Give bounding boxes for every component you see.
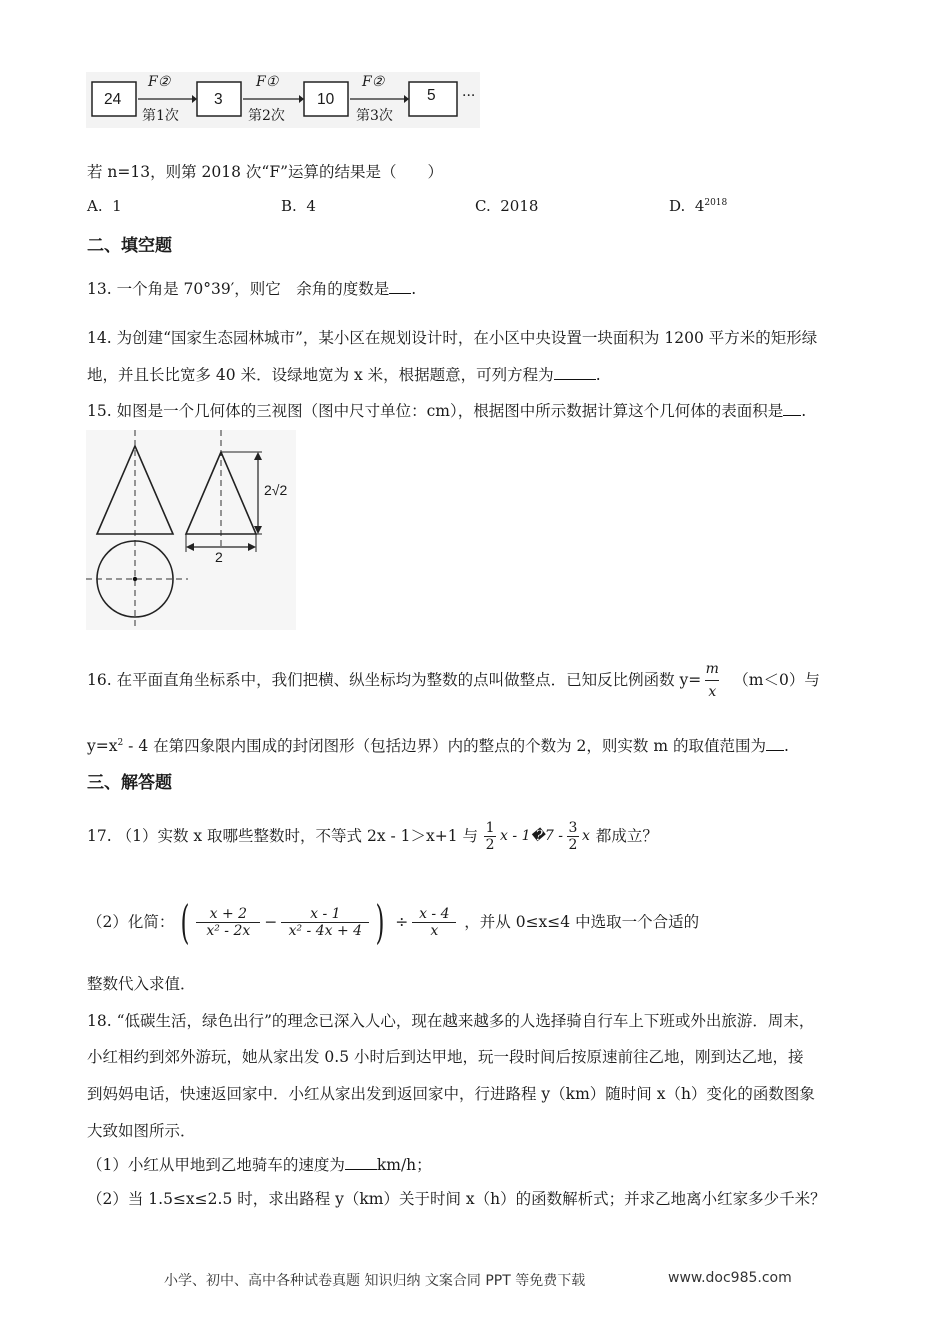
- three-view-svg: [86, 430, 296, 630]
- divide-sign: ÷: [395, 913, 409, 931]
- q13-text: 13. 一个角是 70°39′，则它 余角的度数是: [87, 280, 390, 298]
- flow-box-1-value: 24: [104, 91, 122, 108]
- q16-line1: [87, 650, 820, 710]
- q13: [87, 278, 416, 300]
- q18-sub1-a: （1）小红从甲地到乙地骑车的速度为: [87, 1156, 345, 1174]
- q12-option-c: [475, 197, 538, 215]
- fraction-numerator: m: [705, 660, 719, 677]
- fraction-numerator: 3: [568, 819, 578, 836]
- q12-stem: 若 n=13，则第 2018 次“F”运算的结果是（ ）: [87, 163, 444, 181]
- q18-line2: 小红相约到郊外游玩，她从家出发 0.5 小时后到达甲地，玩一段时间后按原速前往乙地，刚到达乙地，接: [87, 1048, 804, 1066]
- option-label: A.: [87, 197, 103, 215]
- three-view-figure: [86, 430, 296, 630]
- flow-op-1: F②: [148, 74, 171, 90]
- flow-box-3-value: 10: [317, 91, 335, 108]
- q17-fraction-2: [567, 820, 579, 853]
- flow-op-2: F①: [256, 74, 279, 90]
- flow-step-2: 第2次: [248, 108, 285, 124]
- q17-expr-mid: x - 1�7 -: [500, 828, 563, 844]
- q17-expr-fraction-3: [412, 906, 456, 939]
- q18-sub1: [87, 1154, 432, 1176]
- flow-diagram: [86, 72, 480, 128]
- paren-open: (: [180, 895, 190, 949]
- footer-link[interactable]: www.doc985.com: [668, 1270, 792, 1286]
- paren-close: ): [375, 895, 385, 949]
- answer-blank: [766, 736, 784, 751]
- minus-sign: −: [264, 913, 278, 931]
- q16-fraction: [705, 658, 719, 703]
- answer-blank: [554, 365, 596, 380]
- q16-line1-a: 16. 在平面直角坐标系中，我们把横、纵坐标均为整数的点叫做整点．已知反比例函数 y=: [87, 671, 702, 689]
- q14-line2: [87, 364, 601, 386]
- option-label: D.: [669, 197, 686, 215]
- q14-end: .: [595, 366, 601, 384]
- footer-left: 小学、初中、高中各种试卷真题 知识归纳 文案合同 PPT 等免费下载: [164, 1273, 586, 1289]
- fraction-denominator: x: [430, 922, 439, 939]
- q17-part1-b: 都成立？: [595, 827, 658, 845]
- q16-line1-b: （m＜0）与: [733, 671, 820, 689]
- q17-part2-a: （2）化简：: [87, 913, 175, 931]
- flow-box-2-value: 3: [214, 91, 223, 108]
- q17-part1: [87, 806, 658, 866]
- width-label: 2: [215, 549, 223, 565]
- q12-option-b: [281, 197, 316, 215]
- q15: [87, 400, 806, 422]
- height-label: 2√2: [264, 482, 288, 498]
- q17-part3: 整数代入求值．: [87, 975, 196, 993]
- flow-step-3: 第3次: [356, 108, 393, 124]
- q14-line1: 14. 为创建“国家生态园林城市”，某小区在规划设计时，在小区中央设置一块面积为 1200 平方米的矩形绿: [87, 329, 818, 347]
- answer-blank: [783, 401, 801, 416]
- q17-expr-fraction-2: [281, 906, 369, 939]
- fraction-denominator: 2: [568, 836, 578, 853]
- q16-line2-b: - 4 在第四象限内围成的封闭图形（包括边界）内的整点的个数为 2，则实数 m 的取值范围为: [123, 737, 766, 756]
- option-value: 4: [306, 197, 316, 215]
- q16-line2-sup: 2: [117, 738, 124, 748]
- fraction-denominator: x² - 2x: [206, 922, 251, 939]
- flow-op-3: F②: [362, 74, 385, 90]
- q17-part2: [87, 888, 699, 956]
- option-label: C.: [475, 197, 491, 215]
- q16-line2-a: y=x: [87, 737, 118, 756]
- q17-expr-fraction-1: [196, 906, 260, 939]
- top-view-center: [133, 577, 137, 581]
- flow-step-1: 第1次: [142, 108, 179, 124]
- option-value: 2018: [500, 197, 539, 215]
- q15-end: .: [801, 402, 807, 420]
- q14-line2-text: 地，并且长比宽多 40 米．设绿地宽为 x 米，根据题意，可列方程为: [87, 366, 554, 384]
- q16-line2: [87, 732, 789, 757]
- fraction-denominator: x² - 4x + 4: [288, 922, 363, 939]
- q18-sub2: （2）当 1.5≤x≤2.5 时，求出路程 y（km）关于时间 x（h）的函数解析式；并求乙地离小红家多少千米？: [87, 1190, 826, 1208]
- section-heading-fill-in: 二、填空题: [87, 236, 172, 256]
- fraction-numerator: x - 4: [419, 905, 450, 922]
- flow-ellipsis: ···: [462, 88, 476, 104]
- fraction-numerator: x + 2: [209, 905, 248, 922]
- fraction-denominator: x: [708, 683, 717, 700]
- q17-expr-end: x: [581, 828, 590, 844]
- option-label: B.: [281, 197, 297, 215]
- option-value: 1: [112, 197, 122, 215]
- q17-part2-b: ，并从 0≤x≤4 中选取一个合适的: [464, 913, 700, 931]
- q12-option-d: [669, 197, 727, 215]
- q18-line3: 到妈妈电话，快速返回家中．小红从家出发到返回家中，行进路程 y（km）随时间 x（h）变化的函数图象: [87, 1085, 815, 1103]
- option-sup: 2018: [704, 198, 728, 208]
- q18-line1: 18. “低碳生活，绿色出行”的理念已深入人心，现在越来越多的人选择骑自行车上下班或外出旅游．周末，: [87, 1012, 815, 1030]
- q18-sub1-b: km/h；: [376, 1156, 432, 1174]
- fraction-numerator: x - 1: [310, 905, 341, 922]
- option-value: 4: [694, 197, 705, 215]
- q13-end: .: [411, 280, 417, 298]
- q17-part1-a: 17. （1）实数 x 取哪些整数时，不等式 2x - 1＞x+1 与: [87, 827, 479, 845]
- section-heading-solutions: 三、解答题: [87, 773, 172, 793]
- q16-end: .: [783, 737, 789, 756]
- q12-option-a: [87, 197, 122, 215]
- fraction-denominator: 2: [485, 836, 495, 853]
- answer-blank: [389, 279, 411, 294]
- q18-line4: 大致如图所示．: [87, 1122, 196, 1140]
- answer-blank: [345, 1155, 377, 1170]
- fraction-numerator: 1: [485, 819, 495, 836]
- q17-fraction-1: [484, 820, 496, 853]
- flow-box-4-value: 5: [427, 87, 436, 104]
- q15-text: 15. 如图是一个几何体的三视图（图中尺寸单位：cm），根据图中所示数据计算这个几何体的表面积是: [87, 402, 784, 420]
